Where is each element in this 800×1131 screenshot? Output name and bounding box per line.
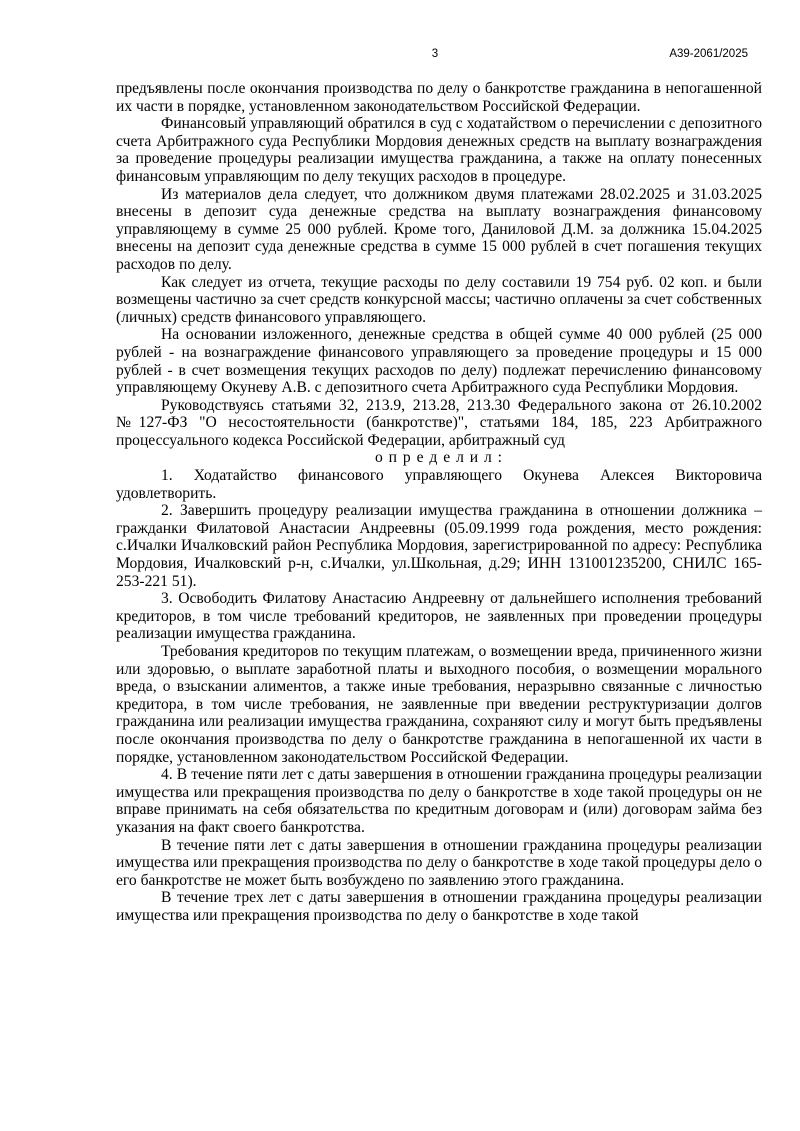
document-body [116, 80, 762, 925]
paragraph: В течение пяти лет с даты завершения в отношении гражданина процедуры реализации имущества или прекращения производства по делу о банкротстве в ходе такой процедуры дело о его банкротстве не может быть возбуждено по заявлению этого гражданина. [116, 836, 762, 889]
ruling-item: 2. Завершить процедуру реализации имущества гражданина в отношении должника – гражданки Филатовой Анастасии Андреевны (05.09.1999 года рождения, место рождения: с.Ичалки Ичалковский район Республика Мордовия, зарегистрированной по адресу: Республика Мордовия, Ичалковский р-н, с.Ичалки, ул.Школьная, д.29; ИНН 131001235200, СНИЛС 165-253-221 51). [116, 502, 762, 590]
paragraph: Из материалов дела следует, что должником двумя платежами 28.02.2025 и 31.03.2025 внесены в депозит суда денежные средства на выплату вознаграждения финансовому управляющему в сумме 25 000 рублей. Кроме того, Даниловой Д.М. за должника 15.04.2025 внесены на депозит суда денежные средства в сумме 15 000 рублей в счет погашения текущих расходов по делу. [116, 185, 762, 273]
paragraph: В течение трех лет с даты завершения в отношении гражданина процедуры реализации имущества или прекращения производства по делу о банкротстве в ходе такой [116, 889, 762, 924]
page-number: 3 [431, 48, 439, 60]
paragraph: Финансовый управляющий обратился в суд с ходатайством о перечислении с депозитного счета Арбитражного суда Республики Мордовия денежных средств на выплату вознаграждения за проведение процедуры реализации имущества гражданина, а также на оплату понесенных финансовым управляющим по делу текущих расходов в процедуре. [116, 115, 762, 185]
ruling-item: 3. Освободить Филатову Анастасию Андреевну от дальнейшего исполнения требований кредиторов, в том числе требований кредиторов, не заявленных при проведении процедуры реализации имущества гражданина. [116, 590, 762, 643]
ruling-heading: о п р е д е л и л : [374, 449, 504, 467]
paragraph: На основании изложенного, денежные средства в общей сумме 40 000 рублей (25 000 рублей - на вознаграждение финансового управляющего за проведение процедуры и 15 000 рублей - в счет возмещения текущих расходов по делу) подлежат перечислению финансовому управляющему Окуневу А.В. с депозитного счета Арбитражного суда Республики Мордовия. [116, 326, 762, 397]
paragraph: Как следует из отчета, текущие расходы по делу составили 19 754 руб. 02 коп. и были возмещены частично за счет средств конкурсной массы; частично оплачены за счет собственных (личных) средств финансового управляющего. [116, 273, 762, 326]
paragraph: предъявлены после окончания производства по делу о банкротстве гражданина в непогашенной их части в порядке, установленном законодательством Российской Федерации. [116, 80, 762, 115]
case-number: А39-2061/2025 [669, 48, 748, 60]
ruling-item: 1. Ходатайство финансового управляющего Окунева Алексея Викторовича удовлетворить. [116, 467, 762, 502]
paragraph: Требования кредиторов по текущим платежам, о возмещении вреда, причиненного жизни или здоровью, о выплате заработной платы и выходного пособия, о возмещении морального вреда, о взыскании алиментов, а также иные требования, неразрывно связанные с личностью кредитора, в том числе требования, не заявленные при введении реструктуризации долгов гражданина или реализации имущества гражданина, сохраняют силу и могут быть предъявлены после окончания производства по делу о банкротстве гражданина в непогашенной их части в порядке, установленном законодательством Российской Федерации. [116, 643, 762, 766]
ruling-item: 4. В течение пяти лет с даты завершения в отношении гражданина процедуры реализации имущества или прекращения производства по делу о банкротстве в ходе такой процедуры он не вправе принимать на себя обязательства по кредитным договорам и (или) договорам займа без указания на факт своего банкротства. [116, 766, 762, 836]
paragraph: Руководствуясь статьями 32, 213.9, 213.28, 213.30 Федерального закона от 26.10.2002 №127-ФЗ "О несостоятельности (банкротстве)", статьями 184, 185, 223 Арбитражного процессуального кодекса Российской Федерации, арбитражный суд [116, 396, 762, 449]
